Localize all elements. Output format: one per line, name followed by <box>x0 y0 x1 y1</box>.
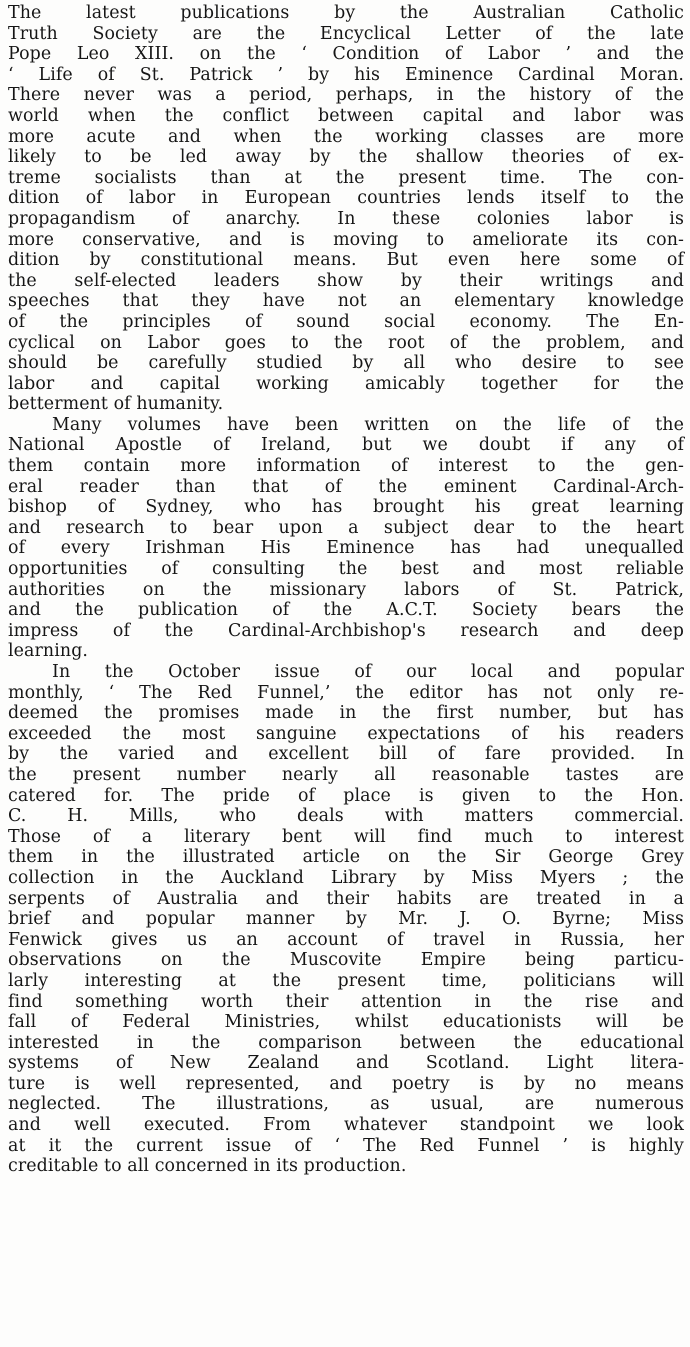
text-line: them contain more information of interest to the gen- <box>8 456 684 477</box>
text-line: opportunities of consulting the best and most reliable <box>8 559 684 580</box>
article-paragraph <box>8 662 684 1177</box>
text-line: dition of labor in European countries lends itself to the <box>8 188 684 209</box>
text-line: cyclical on Labor goes to the root of the problem, and <box>8 332 684 353</box>
text-line: C. H. Mills, who deals with matters commercial. <box>8 806 684 827</box>
text-line: neglected. The illustrations, as usual, are numerous <box>8 1094 684 1115</box>
text-line: The latest publications by the Australian Catholic <box>8 3 684 23</box>
text-line: of the principles of sound social economy. The En- <box>8 311 684 332</box>
text-line: ‘ Life of St. Patrick ’ by his Eminence Cardinal Moran. <box>8 64 684 85</box>
text-line: the self-elected leaders show by their writings and <box>8 270 684 291</box>
text-line: world when the conflict between capital and labor was <box>8 105 684 126</box>
text-line: Those of a literary bent will find much to interest <box>8 826 684 847</box>
text-line: the present number nearly all reasonable tastes are <box>8 764 684 785</box>
text-line: eral reader than that of the eminent Cardinal-Arch- <box>8 476 684 497</box>
text-line: systems of New Zealand and Scotland. Light litera- <box>8 1053 684 1074</box>
text-line: Many volumes have been written on the life of the <box>52 414 684 435</box>
text-line: There never was a period, perhaps, in the history of the <box>8 85 684 106</box>
text-line: bishop of Sydney, who has brought his great learning <box>8 497 684 518</box>
text-line: Truth Society are the Encyclical Letter of the late <box>8 23 684 44</box>
text-line: larly interesting at the present time, politicians will <box>8 970 684 991</box>
text-line: National Apostle of Ireland, but we doubt if any of <box>8 435 684 456</box>
text-line: authorities on the missionary labors of St. Patrick, <box>8 579 684 600</box>
text-line: brief and popular manner by Mr. J. O. Byrne; Miss <box>8 909 684 930</box>
text-line: exceeded the most sanguine expectations of his readers <box>8 723 684 744</box>
text-line: and research to bear upon a subject dear to the heart <box>8 517 684 538</box>
text-line: likely to be led away by the shallow theories of ex- <box>8 147 684 168</box>
text-line: interested in the comparison between the educational <box>8 1032 684 1053</box>
text-line: creditable to all concerned in its production. <box>8 1156 407 1177</box>
text-line: In the October issue of our local and popular <box>52 662 684 682</box>
text-line: deemed the promises made in the first number, but has <box>8 703 684 724</box>
text-line: impress of the Cardinal-Archbishop's research and deep <box>8 620 684 641</box>
text-line: find something worth their attention in the rise and <box>8 991 684 1012</box>
article-body <box>8 3 684 1177</box>
text-line: should be carefully studied by all who desire to see <box>8 353 684 374</box>
text-line: observations on the Muscovite Empire being particu- <box>8 950 684 971</box>
text-line: ture is well represented, and poetry is by no means <box>8 1073 684 1094</box>
text-line: more acute and when the working classes are more <box>8 126 684 147</box>
article-paragraph <box>8 415 684 662</box>
text-line: monthly, ‘ The Red Funnel,’ the editor has not only re- <box>8 682 684 703</box>
text-line: dition by constitutional means. But even here some of <box>8 250 684 271</box>
text-line: Fenwick gives us an account of travel in Russia, her <box>8 929 684 950</box>
article-paragraph <box>8 3 684 415</box>
text-line: speeches that they have not an elementary knowledge <box>8 291 684 312</box>
text-line: them in the illustrated article on the Sir George Grey <box>8 847 684 868</box>
text-line: at it the current issue of ‘ The Red Funnel ’ is highly <box>8 1135 684 1156</box>
text-line: learning. <box>8 641 89 662</box>
text-line: more conservative, and is moving to ameliorate its con- <box>8 229 684 250</box>
text-line: collection in the Auckland Library by Miss Myers ; the <box>8 867 684 888</box>
text-line: and well executed. From whatever standpoint we look <box>8 1115 684 1136</box>
text-line: and the publication of the A.C.T. Society bears the <box>8 600 684 621</box>
text-line: serpents of Australia and their habits are treated in a <box>8 888 684 909</box>
text-line: catered for. The pride of place is given to the Hon. <box>8 785 684 806</box>
text-line: fall of Federal Ministries, whilst educationists will be <box>8 1012 684 1033</box>
text-line: betterment of humanity. <box>8 394 224 415</box>
text-line: of every Irishman His Eminence has had unequalled <box>8 538 684 559</box>
text-line: propagandism of anarchy. In these colonies labor is <box>8 208 684 229</box>
text-line: by the varied and excellent bill of fare provided. In <box>8 744 684 765</box>
text-line: treme socialists than at the present time. The con- <box>8 167 684 188</box>
text-line: Pope Leo XIII. on the ‘ Condition of Labor ’ and the <box>8 44 684 65</box>
text-line: labor and capital working amicably together for the <box>8 373 684 394</box>
